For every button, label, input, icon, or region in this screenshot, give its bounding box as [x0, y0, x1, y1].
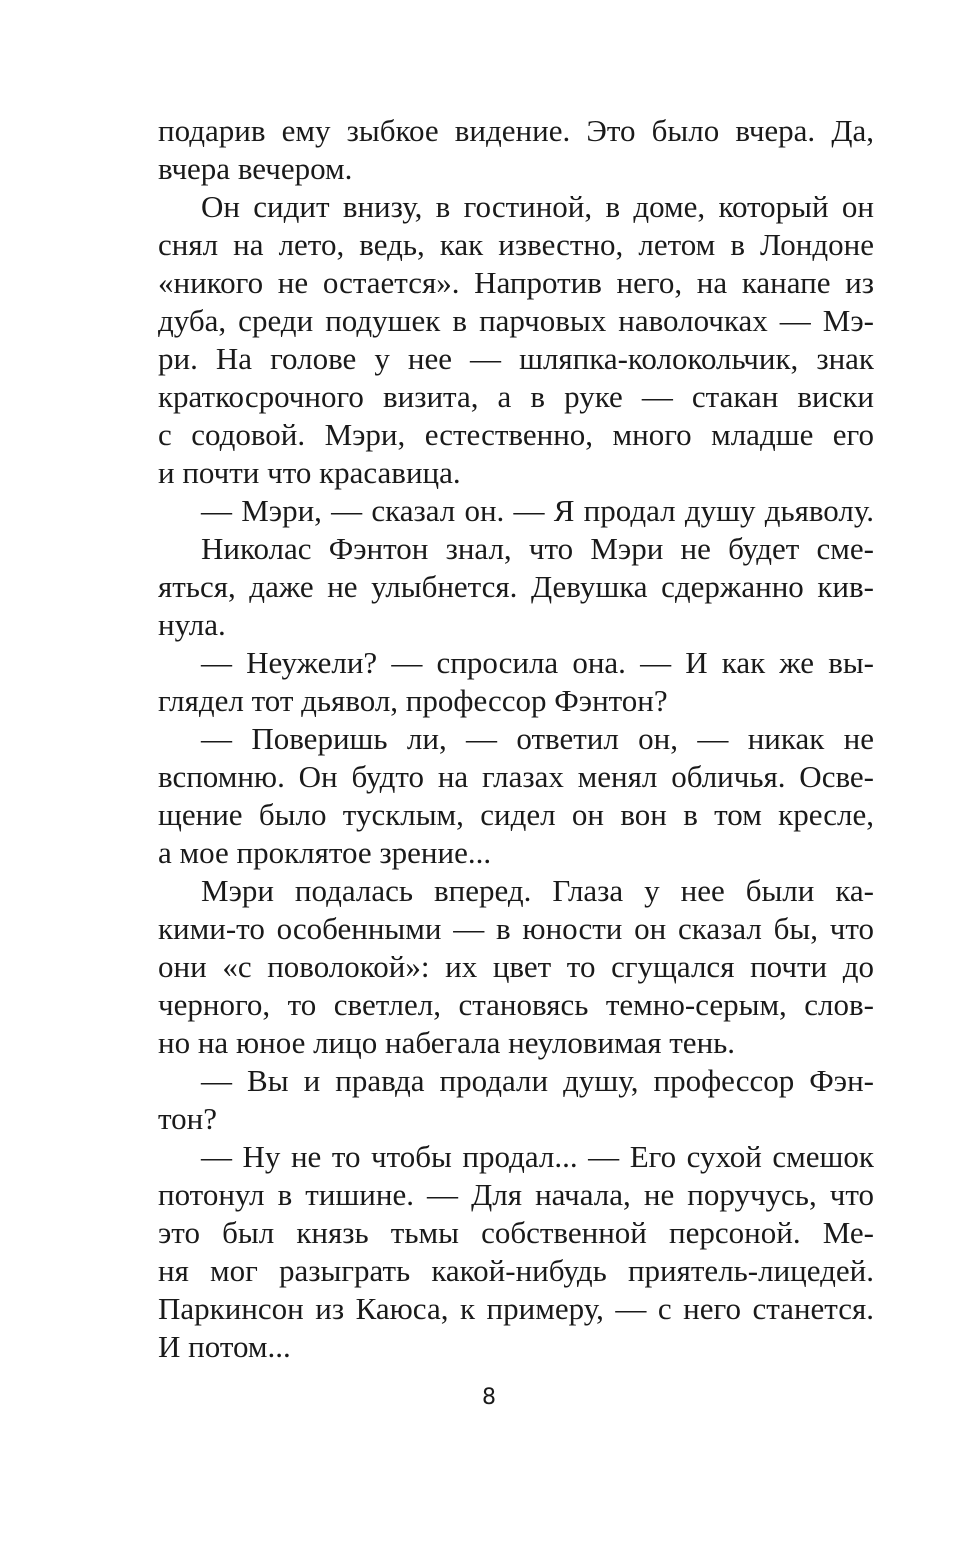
text-line: с содовой. Мэри, естественно, много младше его — [158, 417, 874, 452]
book-page-text — [158, 112, 874, 1366]
text-line: кими-то особенными — в юности он сказал бы, что — [158, 911, 874, 946]
text-line: а мое проклятое зрение... — [158, 835, 492, 870]
text-line: яться, даже не улыбнется. Девушка сдержанно кив- — [158, 569, 874, 604]
text-line: вспомню. Он будто на глазах менял обличья. Осве- — [158, 759, 874, 794]
text-line: краткосрочного визита, а в руке — стакан виски — [158, 379, 874, 414]
text-line: ри. На голове у нее — шляпка-колокольчик, знак — [158, 341, 874, 376]
text-line: они «с поволокой»: их цвет то сгущался почти до — [158, 949, 874, 984]
text-line: снял на лето, ведь, как известно, летом в Лондоне — [158, 227, 874, 262]
text-line: — Мэри, — сказал он. — Я продал душу дьяволу. — [201, 493, 874, 528]
page-number: 8 — [482, 1385, 496, 1410]
text-line: щение было тусклым, сидел он вон в том кресле, — [158, 797, 874, 832]
text-line: потонул в тишине. — Для начала, не поручусь, что — [158, 1177, 874, 1212]
text-line: тон? — [158, 1101, 217, 1136]
text-line: нула. — [158, 607, 226, 642]
text-line: глядел тот дьявол, профессор Фэнтон? — [158, 683, 668, 718]
text-line: — Вы и правда продали душу, профессор Фэн- — [201, 1063, 874, 1098]
text-line: ня мог разыграть какой-нибудь приятель-лицедей. — [158, 1253, 874, 1288]
text-line: но на юное лицо набегала неуловимая тень. — [158, 1025, 736, 1060]
text-line: И потом... — [158, 1329, 291, 1364]
text-line: — Неужели? — спросила она. — И как же вы- — [201, 645, 874, 680]
text-line: «никого не остается». Напротив него, на канапе из — [158, 265, 874, 300]
text-line: черного, то светлел, становясь темно-серым, слов- — [158, 987, 874, 1022]
text-line: дуба, среди подушек в парчовых наволочках — Мэ- — [158, 303, 874, 338]
text-line: вчера вечером. — [158, 151, 353, 186]
text-line: это был князь тьмы собственной персоной. Ме- — [158, 1215, 874, 1250]
text-line: Он сидит внизу, в гостиной, в доме, который он — [201, 189, 874, 224]
text-line: Мэри подалась вперед. Глаза у нее были ка- — [201, 873, 874, 908]
text-line: и почти что красавица. — [158, 455, 461, 490]
text-line: — Поверишь ли, — ответил он, — никак не — [201, 721, 874, 756]
text-line: — Ну не то чтобы продал... — Его сухой смешок — [201, 1139, 874, 1174]
text-line: Паркинсон из Каюса, к примеру, — с него станется. — [158, 1291, 874, 1326]
text-line: Николас Фэнтон знал, что Мэри не будет сме- — [201, 531, 874, 566]
text-line: подарив ему зыбкое видение. Это было вчера. Да, — [158, 113, 874, 148]
